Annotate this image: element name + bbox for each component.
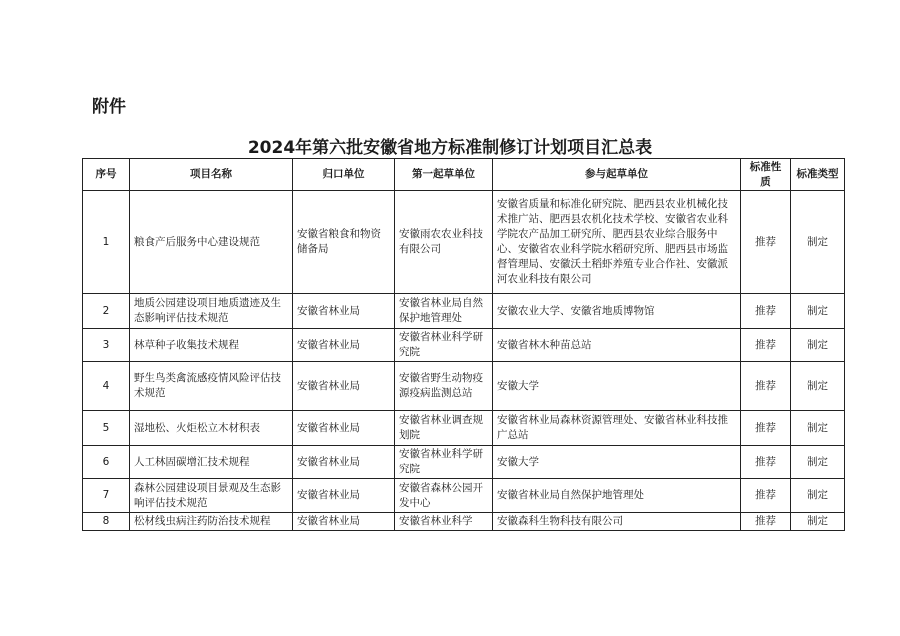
cell-name: 松材线虫病注药防治技术规程 — [130, 513, 293, 531]
cell-no: 1 — [83, 191, 130, 294]
cell-first-drafter: 安徽省森林公园开发中心 — [395, 479, 493, 513]
header-unit: 归口单位 — [293, 159, 395, 191]
cell-unit: 安徽省粮食和物资储备局 — [293, 191, 395, 294]
attachment-label: 附件 — [92, 97, 126, 117]
cell-first-drafter: 安徽省林业科学研究院 — [395, 446, 493, 479]
cell-first-drafter: 安徽省林业调查规划院 — [395, 411, 493, 446]
cell-no: 2 — [83, 294, 130, 329]
cell-name: 粮食产后服务中心建设规范 — [130, 191, 293, 294]
cell-first-drafter: 安徽省林业科学 — [395, 513, 493, 531]
table-row — [83, 329, 845, 362]
table-row — [83, 362, 845, 411]
cell-name: 湿地松、火炬松立木材积表 — [130, 411, 293, 446]
cell-first-drafter: 安徽雨农农业科技有限公司 — [395, 191, 493, 294]
table-row — [83, 446, 845, 479]
cell-participants: 安徽森科生物科技有限公司 — [493, 513, 741, 531]
cell-first-drafter: 安徽省林业科学研究院 — [395, 329, 493, 362]
cell-unit: 安徽省林业局 — [293, 446, 395, 479]
cell-participants: 安徽省质量和标准化研究院、肥西县农业机械化技术推广站、肥西县农机化技术学校、安徽省农业科学院农产品加工研究所、肥西县农业综合服务中心、安徽省农业科学院水稻研究所、肥西县市场监督管理局、安徽沃土稻虾养殖专业合作社、安徽派河农业科技有限公司 — [493, 191, 741, 294]
cell-no: 3 — [83, 329, 130, 362]
table-row — [83, 294, 845, 329]
table-row — [83, 191, 845, 294]
cell-no: 4 — [83, 362, 130, 411]
cell-participants: 安徽农业大学、安徽省地质博物馆 — [493, 294, 741, 329]
header-nature: 标准性质 — [741, 159, 791, 191]
cell-type: 制定 — [791, 446, 845, 479]
cell-type: 制定 — [791, 411, 845, 446]
cell-type: 制定 — [791, 294, 845, 329]
header-row — [83, 159, 845, 191]
cell-nature: 推荐 — [741, 479, 791, 513]
cell-participants: 安徽省林业局森林资源管理处、安徽省林业科技推广总站 — [493, 411, 741, 446]
cell-nature: 推荐 — [741, 191, 791, 294]
cell-unit: 安徽省林业局 — [293, 362, 395, 411]
header-participants: 参与起草单位 — [493, 159, 741, 191]
cell-no: 5 — [83, 411, 130, 446]
cell-unit: 安徽省林业局 — [293, 513, 395, 531]
table-row — [83, 411, 845, 446]
cell-nature: 推荐 — [741, 446, 791, 479]
cell-first-drafter: 安徽省野生动物疫源疫病监测总站 — [395, 362, 493, 411]
cell-name: 森林公园建设项目景观及生态影响评估技术规范 — [130, 479, 293, 513]
document-title: 2024年第六批安徽省地方标准制修订计划项目汇总表 — [247, 138, 653, 158]
cell-first-drafter: 安徽省林业局自然保护地管理处 — [395, 294, 493, 329]
cell-name: 地质公园建设项目地质遗迹及生态影响评估技术规范 — [130, 294, 293, 329]
cell-name: 野生鸟类禽流感疫情风险评估技术规范 — [130, 362, 293, 411]
cell-participants: 安徽省林业局自然保护地管理处 — [493, 479, 741, 513]
cell-unit: 安徽省林业局 — [293, 329, 395, 362]
cell-name: 人工林固碳增汇技术规程 — [130, 446, 293, 479]
cell-type: 制定 — [791, 191, 845, 294]
cell-nature: 推荐 — [741, 411, 791, 446]
cell-type: 制定 — [791, 513, 845, 531]
header-no: 序号 — [83, 159, 130, 191]
cell-type: 制定 — [791, 329, 845, 362]
table-row — [83, 479, 845, 513]
cell-nature: 推荐 — [741, 329, 791, 362]
cell-type: 制定 — [791, 479, 845, 513]
cell-type: 制定 — [791, 362, 845, 411]
cell-name: 林草种子收集技术规程 — [130, 329, 293, 362]
cell-unit: 安徽省林业局 — [293, 479, 395, 513]
cell-no: 6 — [83, 446, 130, 479]
cell-unit: 安徽省林业局 — [293, 411, 395, 446]
cell-nature: 推荐 — [741, 513, 791, 531]
cell-participants: 安徽大学 — [493, 446, 741, 479]
cell-participants: 安徽省林木种苗总站 — [493, 329, 741, 362]
cell-participants: 安徽大学 — [493, 362, 741, 411]
plan-table — [82, 158, 845, 531]
header-first-drafter: 第一起草单位 — [395, 159, 493, 191]
cell-nature: 推荐 — [741, 294, 791, 329]
table-row — [83, 513, 845, 531]
cell-no: 8 — [83, 513, 130, 531]
cell-no: 7 — [83, 479, 130, 513]
cell-nature: 推荐 — [741, 362, 791, 411]
header-name: 项目名称 — [130, 159, 293, 191]
cell-unit: 安徽省林业局 — [293, 294, 395, 329]
header-type: 标准类型 — [791, 159, 845, 191]
